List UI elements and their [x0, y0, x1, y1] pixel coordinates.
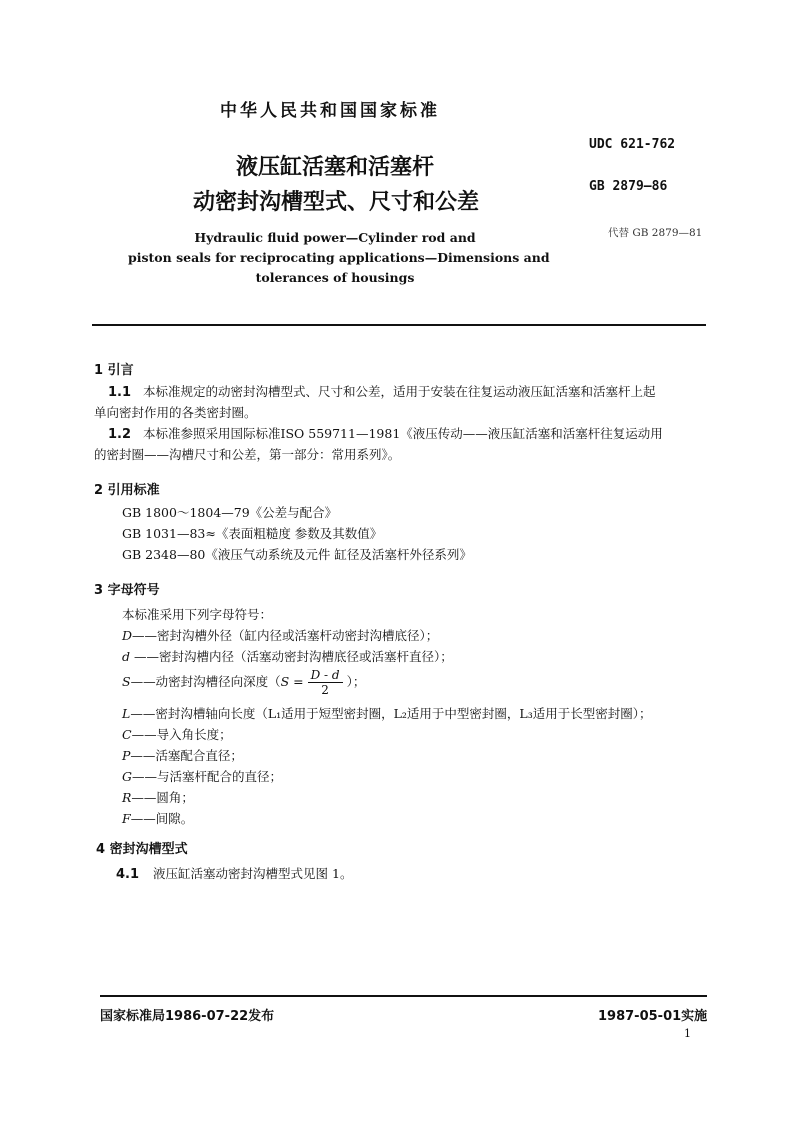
- clause-number: 1.2: [108, 427, 132, 442]
- issue-date: 国家标准局1986-07-22发布: [100, 1009, 275, 1024]
- symbol-definition: ——密封沟槽轴向长度（L₁适用于短型密封圈，L₂适用于中型密封圈，L₃适用于长型密封圈）；: [130, 706, 652, 721]
- symbol-definition-end: ）；: [346, 674, 366, 689]
- replaces-note: 代替 GB 2879—81: [608, 227, 703, 239]
- symbol-letter: G: [122, 769, 132, 784]
- symbol-letter: S: [122, 674, 131, 689]
- symbol-letter: L: [122, 706, 131, 721]
- footer-rule: [100, 995, 707, 997]
- symbol-definition: ——密封沟槽外径（缸内径或活塞杆动密封沟槽底径）；: [132, 628, 439, 643]
- symbol-F: [122, 809, 193, 827]
- symbol-L: [122, 704, 652, 722]
- section-3-heading: 3 字母符号: [94, 583, 160, 598]
- symbol-definition: ——间隙。: [130, 811, 194, 826]
- symbol-C: [122, 725, 232, 743]
- section-4-heading: 4 密封沟槽型式: [96, 842, 188, 857]
- fraction-denominator: 2: [321, 683, 329, 697]
- page-number: 1: [684, 1027, 691, 1040]
- symbol-definition: ——与活塞杆配合的直径；: [132, 769, 283, 784]
- clause-text: 液压缸活塞动密封沟槽型式见图 1。: [153, 866, 353, 881]
- symbol-G: [122, 767, 282, 785]
- symbol-P: [122, 746, 243, 764]
- symbol-letter: R: [122, 790, 132, 805]
- symbol-R: [122, 788, 194, 806]
- symbols-intro: 本标准采用下列字母符号：: [122, 607, 273, 622]
- title-zh-line2: 动密封沟槽型式、尺寸和公差: [193, 190, 480, 215]
- formula-lhs: S =: [280, 674, 304, 689]
- national-standard-label: 中华人民共和国国家标准: [220, 101, 440, 121]
- clause-number: 4.1: [116, 867, 140, 882]
- symbol-S: [122, 668, 365, 697]
- title-en-line3: tolerances of housings: [255, 270, 415, 285]
- reference-3: GB 2348—80《液压气动系统及元件 缸径及活塞杆外径系列》: [122, 547, 472, 562]
- symbol-letter: F: [122, 811, 131, 826]
- clause-1-1: [108, 382, 656, 400]
- section-1-heading: 1 引言: [94, 363, 134, 378]
- symbol-letter: C: [122, 727, 132, 742]
- symbol-D: [122, 626, 438, 644]
- symbol-d: [122, 647, 453, 665]
- clause-number: 1.1: [108, 385, 132, 400]
- header-rule: [92, 324, 706, 326]
- title-zh-line1: 液压缸活塞和活塞杆: [236, 155, 435, 180]
- title-en-line2: piston seals for reciprocating applications—Dimensions and: [128, 250, 550, 265]
- clause-1-2: [108, 424, 663, 442]
- clause-1-1-cont: 单向密封作用的各类密封圈。: [94, 405, 257, 420]
- symbol-letter: P: [122, 748, 131, 763]
- title-en-line1: Hydraulic fluid power—Cylinder rod and: [194, 230, 476, 245]
- clause-text: 本标准规定的动密封沟槽型式、尺寸和公差，适用于安装在往复运动液压缸活塞和活塞杆上起: [143, 384, 656, 399]
- clause-text: 本标准参照采用国际标准ISO 559711—1981《液压传动——液压缸活塞和活塞杆往复运动用: [143, 426, 663, 441]
- udc-code: UDC 621-762: [589, 137, 676, 152]
- symbol-definition: ——圆角；: [131, 790, 194, 805]
- section-2-heading: 2 引用标准: [94, 483, 160, 498]
- symbol-definition: ——活塞配合直径；: [130, 748, 243, 763]
- gb-code: GB 2879—86: [589, 179, 668, 194]
- symbol-definition: ——动密封沟槽径向深度（: [130, 674, 281, 689]
- symbol-letter: D: [122, 628, 133, 643]
- formula-fraction: [308, 668, 343, 697]
- symbol-letter: d: [122, 649, 131, 664]
- symbol-definition: ——密封沟槽内径（活塞动密封沟槽底径或活塞杆直径）；: [130, 649, 453, 664]
- clause-4-1: [116, 864, 352, 882]
- reference-2: GB 1031—83≈《表面粗糙度 参数及其数值》: [122, 526, 383, 541]
- symbol-definition: ——导入角长度；: [131, 727, 232, 742]
- effective-date: 1987-05-01实施: [598, 1009, 708, 1024]
- reference-1: GB 1800～1804—79《公差与配合》: [122, 505, 338, 520]
- clause-1-2-cont: 的密封圈——沟槽尺寸和公差，第一部分：常用系列》。: [94, 447, 401, 462]
- fraction-numerator: D - d: [308, 668, 343, 683]
